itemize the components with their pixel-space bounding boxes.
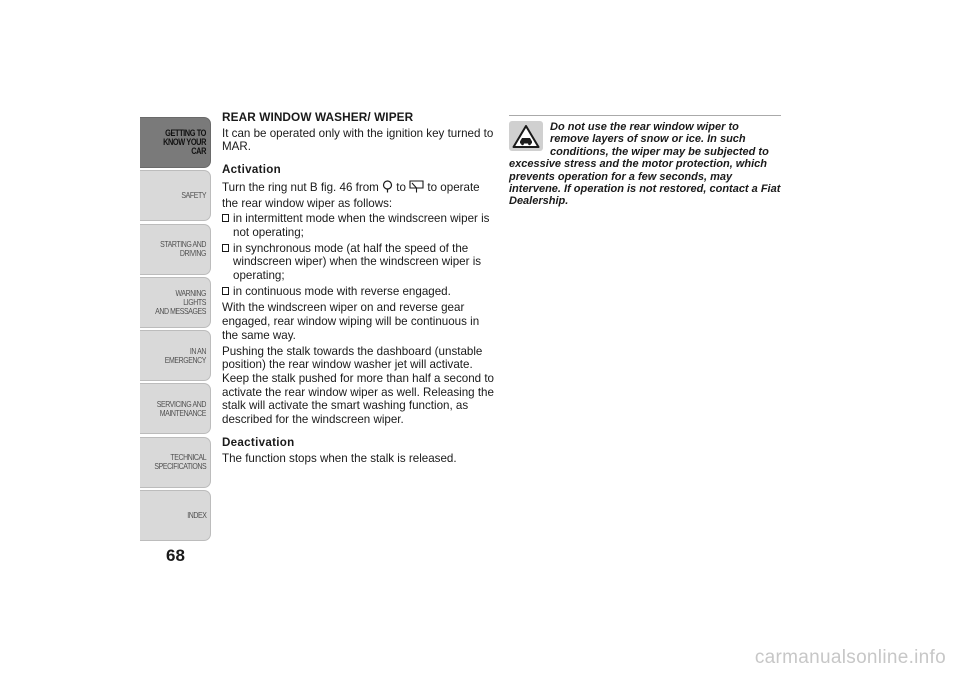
tab-label: SAFETY [181, 190, 206, 201]
activation-heading: Activation [222, 163, 282, 177]
page-number: 68 [166, 546, 185, 565]
warning-text: Do not use the rear window wiper to remove layers of snow or ice. In such conditions, the wiper may be subjected to excessive stress and the motor protection, which prevents operation for a few seconds, may intervene. If operation is not restored, contact a Fiat Dealership. [509, 121, 781, 208]
activation-paragraph [222, 180, 494, 210]
checkbox-bullet-icon [222, 244, 229, 252]
deactivation-heading: Deactivation [222, 435, 295, 449]
tab-index[interactable] [140, 490, 211, 541]
warning-triangle-car-icon [509, 121, 543, 151]
tab-label: GETTING TO KNOW YOUR CAR [163, 128, 206, 156]
section-title: REAR WINDOW WASHER/ WIPER [222, 110, 414, 124]
main-column [222, 111, 494, 468]
tab-warning-lights-and-messages[interactable] [140, 277, 211, 328]
reverse-paragraph: With the windscreen wiper on and reverse gear engaged, rear window wiping will be continuous in the same way. [222, 301, 480, 342]
activation-text-mid: to [396, 180, 406, 194]
list-item: in intermittent mode when the windscreen wiper is not operating; [222, 212, 494, 239]
activation-text-post: to operate the rear window wiper as follows: [222, 180, 480, 210]
deactivation-paragraph: The function stops when the stalk is released. [222, 452, 457, 466]
tab-in-an-emergency[interactable] [140, 330, 211, 381]
tab-label: STARTING AND DRIVING [160, 239, 206, 259]
tab-servicing-and-maintenance[interactable] [140, 383, 211, 434]
tab-label: SERVICING AND MAINTENANCE [156, 398, 206, 418]
tab-label: IN AN EMERGENCY [164, 345, 206, 365]
checkbox-bullet-icon [222, 287, 229, 295]
intro-paragraph: It can be operated only with the ignition key turned to MAR. [222, 126, 494, 154]
rear-wiper-icon [409, 180, 424, 197]
list-item: in continuous mode with reverse engaged. [222, 285, 494, 299]
tab-getting-to-know-your-car[interactable] [140, 117, 211, 168]
warning-box [509, 115, 781, 208]
checkbox-bullet-icon [222, 214, 229, 222]
tab-technical-specifications[interactable] [140, 437, 211, 488]
warning-divider [509, 115, 781, 116]
tab-label: INDEX [186, 510, 206, 521]
tab-label: WARNING LIGHTS AND MESSAGES [155, 287, 206, 316]
tab-label: TECHNICAL SPECIFICATIONS [154, 452, 206, 472]
wiper-off-icon [382, 180, 393, 197]
chapter-tabs [140, 117, 211, 543]
tab-safety[interactable] [140, 170, 211, 221]
tab-starting-and-driving[interactable] [140, 224, 211, 275]
activation-list [222, 212, 494, 298]
activation-text-pre: Turn the ring nut B fig. 46 from [222, 180, 379, 194]
push-paragraph: Pushing the stalk towards the dashboard (unstable position) the rear window washer jet will activate. Keep the stalk pushed for more than half a second to activate the rear window wiper as well. Releasing the stalk will activate the smart washing function, as described for the windscreen wiper. [222, 344, 494, 427]
list-item: in synchronous mode (at half the speed of the windscreen wiper) when the windscreen wiper is operating; [222, 242, 494, 283]
watermark: carmanualsonline.info [754, 647, 946, 668]
